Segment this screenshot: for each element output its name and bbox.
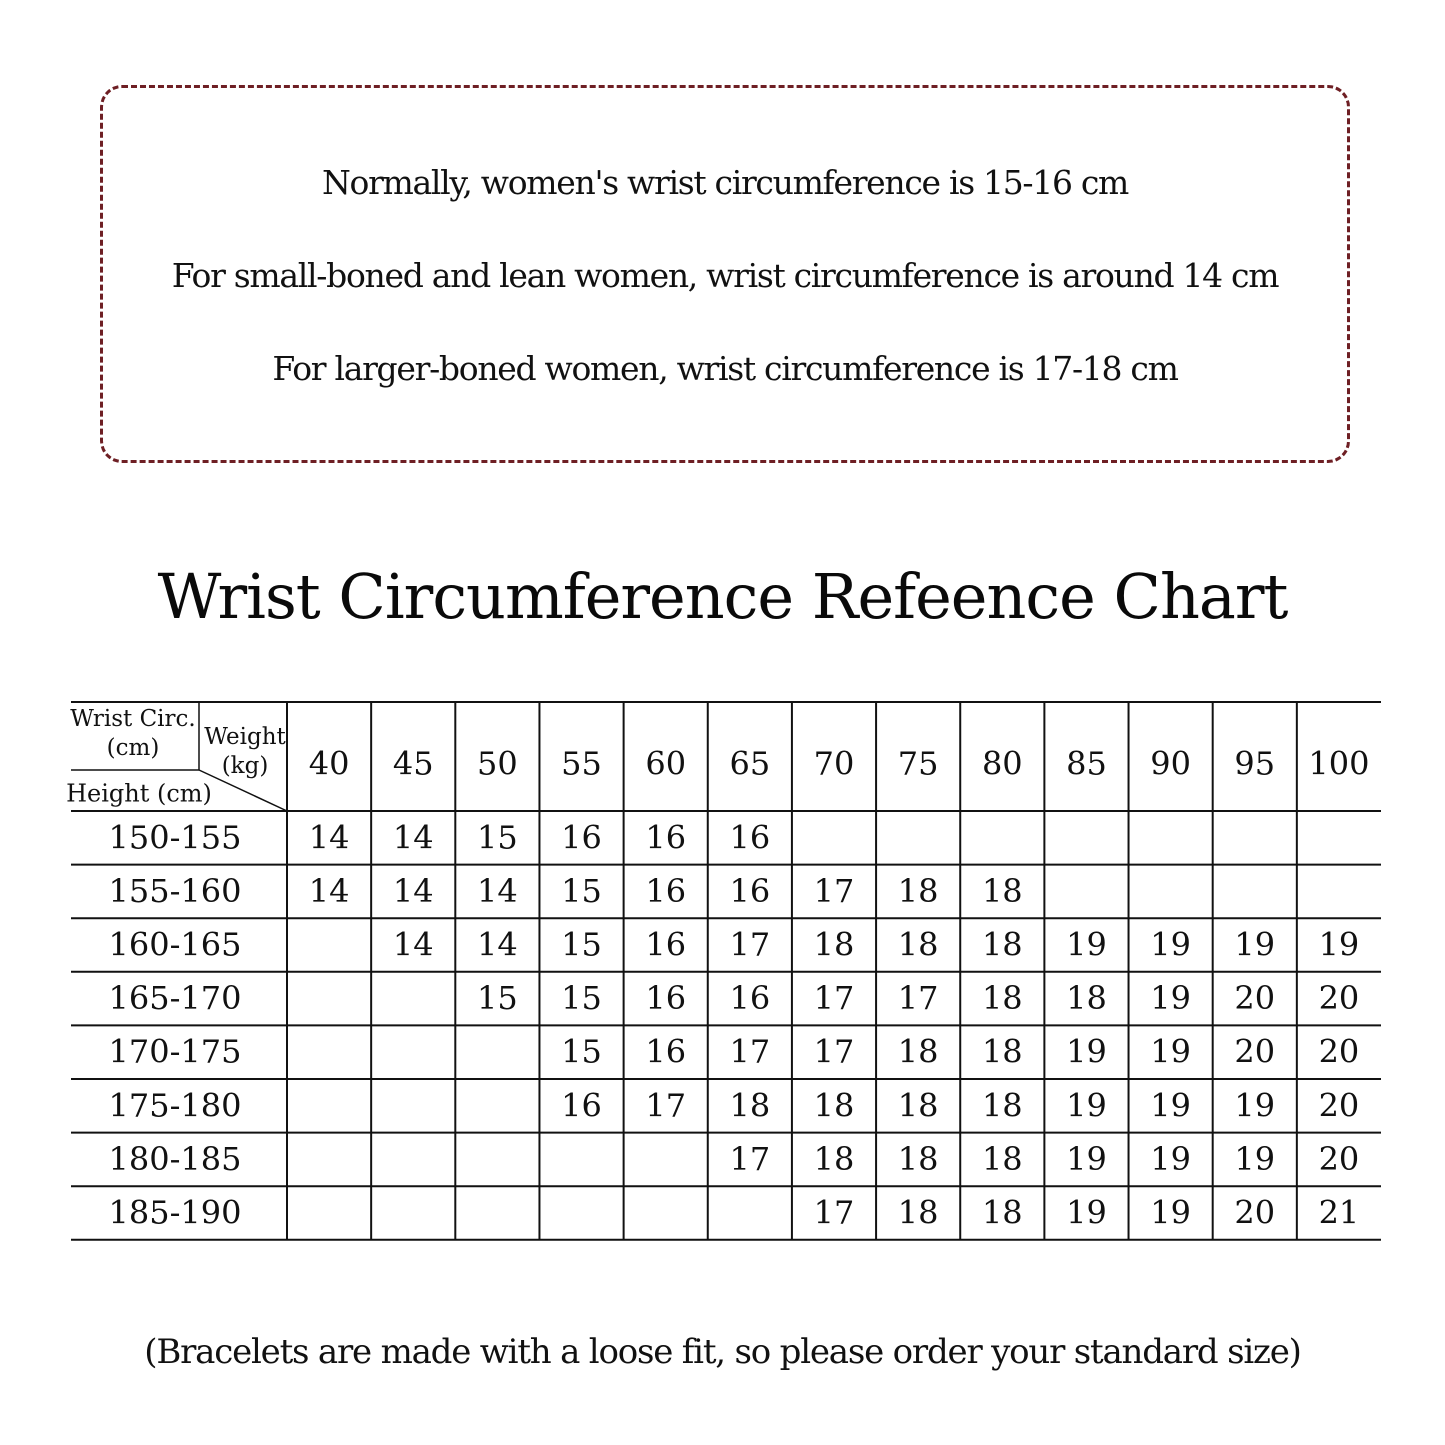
note-line-normal: Normally, women's wrist circumference is 15-16 cm [321, 163, 1129, 202]
table-cell-value: 19 [1066, 1139, 1107, 1178]
height-row-label: 180-185 [108, 1139, 242, 1178]
table-cell-value: 15 [561, 871, 602, 910]
weight-column-header: 75 [897, 744, 939, 783]
table-cell-value: 18 [981, 1139, 1023, 1178]
height-row-label: 185-190 [108, 1193, 242, 1232]
table-cell-value: 18 [813, 1086, 855, 1125]
weight-column-header: 55 [561, 744, 602, 783]
weight-column-header: 80 [981, 744, 1023, 783]
table-cell-value: 18 [981, 871, 1023, 910]
table-cell-value: 16 [729, 818, 771, 857]
height-row-label: 155-160 [108, 871, 242, 910]
table-cell-value: 18 [1066, 979, 1107, 1018]
table-cell-value: 16 [645, 871, 687, 910]
corner-label-height: Height (cm) [66, 779, 212, 808]
note-line-small-boned: For small-boned and lean women, wrist circumference is around 14 cm [171, 256, 1279, 295]
table-cell-value: 16 [645, 818, 687, 857]
table-cell-value: 19 [1150, 979, 1191, 1018]
height-row-label: 170-175 [108, 1032, 242, 1071]
table-cell-value: 16 [729, 979, 771, 1018]
table-cell-value: 19 [1150, 1032, 1191, 1071]
weight-column-header: 70 [813, 744, 855, 783]
table-cell-value: 18 [897, 925, 939, 964]
table-cell-value: 19 [1150, 1193, 1191, 1232]
table-cell-value: 19 [1318, 925, 1360, 964]
height-row-label: 165-170 [108, 979, 242, 1018]
table-cell-value: 15 [561, 1032, 602, 1071]
note-line-larger-boned: For larger-boned women, wrist circumference is 17-18 cm [272, 349, 1178, 388]
table-cell-value: 19 [1066, 1086, 1107, 1125]
table-cell-value: 19 [1234, 1086, 1276, 1125]
height-row-label: 150-155 [108, 818, 242, 857]
height-row-label: 175-180 [108, 1086, 242, 1125]
height-row-label: 160-165 [108, 925, 242, 964]
table-cell-value: 19 [1234, 1139, 1276, 1178]
table-cell-value: 18 [813, 925, 855, 964]
table-cell-value: 18 [813, 1139, 855, 1178]
table-cell-value: 15 [561, 925, 602, 964]
table-cell-value: 17 [813, 1193, 855, 1232]
table-cell-value: 18 [897, 1032, 939, 1071]
table-cell-value: 16 [645, 925, 687, 964]
table-cell-value: 17 [729, 1139, 771, 1178]
table-cell-value: 16 [561, 818, 602, 857]
table-cell-value: 14 [477, 925, 518, 964]
table-cell-value: 14 [477, 871, 518, 910]
table-cell-value: 18 [981, 1032, 1023, 1071]
corner-label-wrist-circ: Wrist Circ. [70, 706, 196, 732]
table-cell-value: 14 [392, 871, 434, 910]
table-cell-value: 17 [813, 1032, 855, 1071]
table-cell-value: 18 [981, 925, 1023, 964]
table-cell-value: 15 [477, 979, 518, 1018]
table-cell-value: 15 [561, 979, 602, 1018]
weight-column-header: 60 [645, 744, 687, 783]
table-cell-value: 20 [1234, 979, 1276, 1018]
corner-label-weight-unit: (kg) [221, 753, 269, 779]
table-cell-value: 20 [1234, 1032, 1276, 1071]
corner-label-weight: Weight [204, 724, 286, 750]
table-cell-value: 17 [813, 979, 855, 1018]
weight-column-header: 50 [477, 744, 518, 783]
table-cell-value: 20 [1318, 1032, 1360, 1071]
table-cell-value: 19 [1066, 925, 1107, 964]
table-cell-value: 14 [392, 818, 434, 857]
table-cell-value: 18 [729, 1086, 771, 1125]
table-cell-value: 16 [561, 1086, 602, 1125]
weight-column-header: 40 [308, 744, 350, 783]
footer-note: (Bracelets are made with a loose fit, so please order your standard size) [144, 1332, 1301, 1372]
table-cell-value: 14 [308, 818, 350, 857]
table-cell-value: 14 [392, 925, 434, 964]
table-cell-value: 19 [1066, 1193, 1107, 1232]
table-cell-value: 18 [981, 979, 1023, 1018]
weight-column-header: 65 [729, 744, 771, 783]
table-cell-value: 18 [897, 1193, 939, 1232]
table-cell-value: 20 [1318, 1139, 1360, 1178]
table-cell-value: 16 [645, 1032, 687, 1071]
weight-column-header: 85 [1066, 744, 1107, 783]
table-cell-value: 19 [1150, 925, 1191, 964]
table-cell-value: 16 [729, 871, 771, 910]
table-cell-value: 20 [1318, 979, 1360, 1018]
table-cell-value: 20 [1234, 1193, 1276, 1232]
weight-column-header: 90 [1150, 744, 1191, 783]
table-cell-value: 19 [1150, 1139, 1191, 1178]
table-cell-value: 18 [981, 1086, 1023, 1125]
table-cell-value: 15 [477, 818, 518, 857]
table-cell-value: 19 [1066, 1032, 1107, 1071]
table-cell-value: 20 [1318, 1086, 1360, 1125]
table-cell-value: 21 [1318, 1193, 1360, 1232]
table-cell-value: 17 [645, 1086, 687, 1125]
table-cell-value: 18 [897, 1086, 939, 1125]
weight-column-header: 95 [1234, 744, 1276, 783]
table-cell-value: 19 [1234, 925, 1276, 964]
corner-label-wrist-unit: (cm) [106, 735, 160, 761]
table-cell-value: 18 [897, 1139, 939, 1178]
table-cell-value: 18 [897, 871, 939, 910]
table-cell-value: 17 [813, 871, 855, 910]
weight-column-header: 100 [1308, 744, 1370, 783]
table-cell-value: 16 [645, 979, 687, 1018]
table-cell-value: 17 [897, 979, 939, 1018]
table-cell-value: 19 [1150, 1086, 1191, 1125]
table-cell-value: 17 [729, 925, 771, 964]
chart-title: Wrist Circumference Refeence Chart [157, 560, 1288, 633]
weight-column-header: 45 [392, 744, 434, 783]
table-cell-value: 14 [308, 871, 350, 910]
table-cell-value: 17 [729, 1032, 771, 1071]
table-cell-value: 18 [981, 1193, 1023, 1232]
